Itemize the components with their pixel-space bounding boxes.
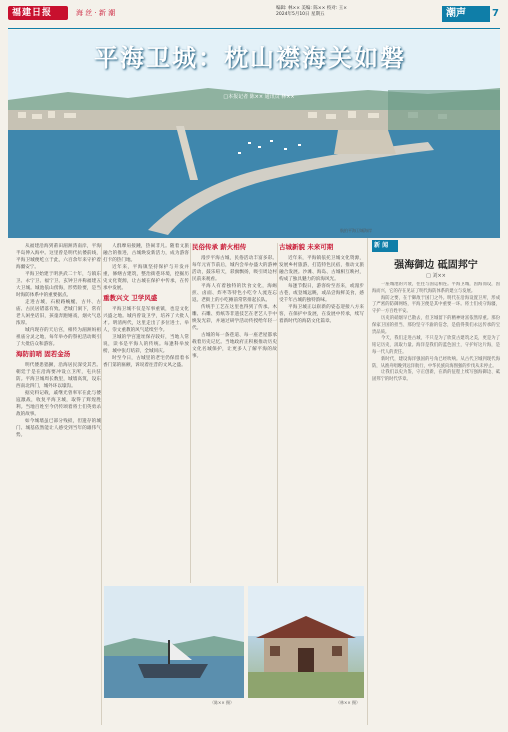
paragraph: 据史料记载，戚继光曾率军在此与倭寇激战，收复平海卫城，取得了辉煌胜利。当地百姓至今仍传颂着将士们英勇杀敌的故事。: [16, 391, 101, 417]
paragraph: 让我们以史为鉴，守正创新，在新的征程上续写强海御边、砥固邦宁的时代华章。: [372, 370, 500, 383]
meta-line-2: 2024年5月10日 星期五: [276, 12, 325, 17]
paragraph: 平海卫始建于明洪武二十年，与镇东卫、永宁卫、福宁卫、玄钟卫并称福建五大卫城。城池依山傍海，形势险要，是当时海防体系中的重要据点。: [16, 272, 101, 298]
logo-text: 福建日报: [12, 8, 53, 18]
paragraph: 如今城墙虽已部分残损，但遗存的城门、城基依然能让人感受到当年的雄伟气势。: [16, 419, 101, 438]
column-divider: [190, 243, 191, 583]
paragraph: 古城的每一条巷道、每一座老屋都承载着历史记忆。当地政府正积极推动历史文化名城保护，让更多人了解平海的故事。: [192, 333, 277, 359]
paragraph: 近年来，平海镇依托卫城文化资源，发展乡村旅游，打造特色民宿，推动文旅融合发展。沙滩、海岛、古城相互映衬，构成了独具魅力的滨海风光。: [279, 256, 364, 282]
paragraph: 城内现存的天后宫，相传为湄洲妈祖祖庙分灵之地，每年举办的祭祀活动吸引了大批信众和游客。: [16, 328, 101, 347]
commentary-title: 强海御边 砥固邦宁: [394, 260, 478, 271]
article-column-4: [279, 243, 364, 583]
paragraph: 今天，我们走进古城，不只是为了欣赏古建筑之美，更是为了铭记历史、汲取力量。海洋是我们的蓝色国土，守护好这片海，是每一代人的责任。: [372, 336, 500, 355]
temple-illustration: [248, 586, 364, 698]
photo1-caption: （陈×× 摄）: [210, 700, 234, 705]
subhead: 古城新貌 未来可期: [279, 243, 334, 251]
paragraph: 时至今日，古城里的老宅仍保留着书香门第的匾额，诉说着往昔的文风之盛。: [103, 356, 189, 368]
paragraph: 从福建沿海到莆田湄洲湾南岸，平海半岛伸入海中。这里曾是明代抗倭前线，平海卫城便屹立于此，六百余年来守护着海疆安宁。: [16, 244, 101, 270]
column-divider: [101, 243, 102, 725]
subhead: 重教兴文 卫学风盛: [103, 294, 158, 302]
photo2-caption: （林×× 摄）: [336, 700, 360, 705]
header-rule: [8, 28, 500, 29]
subhead-spacer: [192, 243, 277, 255]
column-divider: [277, 243, 278, 583]
paragraph: 历史的硝烟早已散去，但卫城留下的精神财富依然厚重。那份保家卫国的担当、那份坚守不渝的信念，是值得我们永远传承的宝贵品质。: [372, 315, 500, 335]
meta-line-1: 编辑: 林×× 美编: 陈×× 校对: 王×: [276, 6, 348, 11]
subhead: 海防前哨 固若金汤: [16, 350, 71, 358]
paragraph: 海防之要，在于御敌于国门之外。明代在沿海设置卫所，形成了严密的防御网络，平海卫便是其中重要一环。将士们戍守海疆，守护一方百姓平安。: [372, 295, 500, 315]
paragraph: 卫城的学宫遗址保存较好，当地人常说，读书是平海人的传统。每逢科举放榜，城中张灯结彩，全城同庆。: [103, 335, 189, 354]
paragraph: 近年来，平海镇坚持保护与开发并重，修缮古建筑，整治街巷环境，挖掘历史文化资源，让古城在保护中传承，在传承中发展。: [103, 265, 189, 291]
paragraph: 平海卫城正以崭新的姿态迎接八方来客，在保护中发展，在发展中传承，续写着新时代的海防文化篇章。: [279, 305, 364, 324]
section-label: 海 丝 · 新 潮: [76, 9, 116, 17]
paragraph: 平海卫城不仅是军事重镇，也是文化兴盛之地。城内曾设卫学，培养了大批人才。明清两代，这里走出了多位进士、举人，崇文重教的风气延续至今。: [103, 307, 189, 333]
paragraph: 一座城池的兴衰，往往与国运相连。平海卫城，因海而设，因海而兴，它的存在见证了明代海防体系的建立与发展。: [372, 282, 500, 294]
boat-illustration: [104, 586, 244, 698]
paragraph: 明代倭患猖獗，沿海居民深受其苦。朝廷于是在沿海要冲设立卫所，屯兵驻防。平海卫城周长数里，城墙高筑，设东西南北四门，城外环以壕沟。: [16, 363, 101, 389]
paragraph: 漫步平海古城，民俗活动丰富多彩。每年元宵节前后，城内会举办盛大的游神活动，鼓乐喧天，彩旗飘扬，吸引周边村民前来观看。: [192, 256, 277, 282]
commentary-tag-label: 新 闻: [374, 242, 389, 249]
column-divider: [367, 238, 368, 725]
photo-temple: [248, 586, 364, 698]
paragraph: 人群摩肩接踵，热闹非凡。随着文旅融合的推进，古城焕发新活力，成为游客打卡的热门地。: [103, 244, 189, 263]
article-column-2: [103, 243, 189, 578]
page-meta: [276, 6, 426, 18]
section-tab-label: 潮声: [446, 8, 466, 19]
commentary-body: [372, 282, 500, 722]
paragraph: 新时代，建设海洋强国的号角已经吹响。从古代卫城到现代海防，从渔舟唱晚到远洋航行，中华民族向海图强的步伐从未停止。: [372, 356, 500, 369]
subhead-spacer: [16, 348, 101, 362]
subhead-spacer: [103, 292, 189, 306]
paragraph: 每逢节假日，游客纷至沓来，或漫步古巷，或登城远眺，或品尝海鲜美食，感受千年古城的独特韵味。: [279, 284, 364, 303]
article-title: 平海卫城：枕山襟海关如磐: [94, 43, 406, 72]
hero-caption: 航拍平海卫城海岸: [340, 228, 372, 233]
photo-boat: [104, 586, 244, 698]
article-column-1: [16, 243, 101, 725]
paragraph: 平海人有着独特的饮食文化，海蛎煎、卤面、炸枣等特色小吃令人流连忘返。老街上的小吃摊前常常排起长队。: [192, 284, 277, 303]
page-number: 7: [492, 8, 499, 19]
article-byline: □本报记者 陈×× 通讯员 林××: [223, 94, 295, 100]
commentary-author: □ 刘××: [426, 273, 446, 279]
subhead-spacer: [279, 243, 364, 255]
paragraph: 走进古城，石板路蜿蜒，古井、古庙、古民居错落有致。老城门洞下，常有老人闲坐话旧，孩童奔跑嬉戏，烟火气息浓厚。: [16, 300, 101, 326]
paragraph: 传统手工艺在这里也得到了传承。木雕、石雕、剪纸等非遗技艺在老艺人手中焕发光彩，并通过研学活动传授给年轻一代。: [192, 305, 277, 331]
article-column-3: [192, 243, 277, 583]
subhead: 民俗传承 薪火相传: [192, 243, 247, 251]
